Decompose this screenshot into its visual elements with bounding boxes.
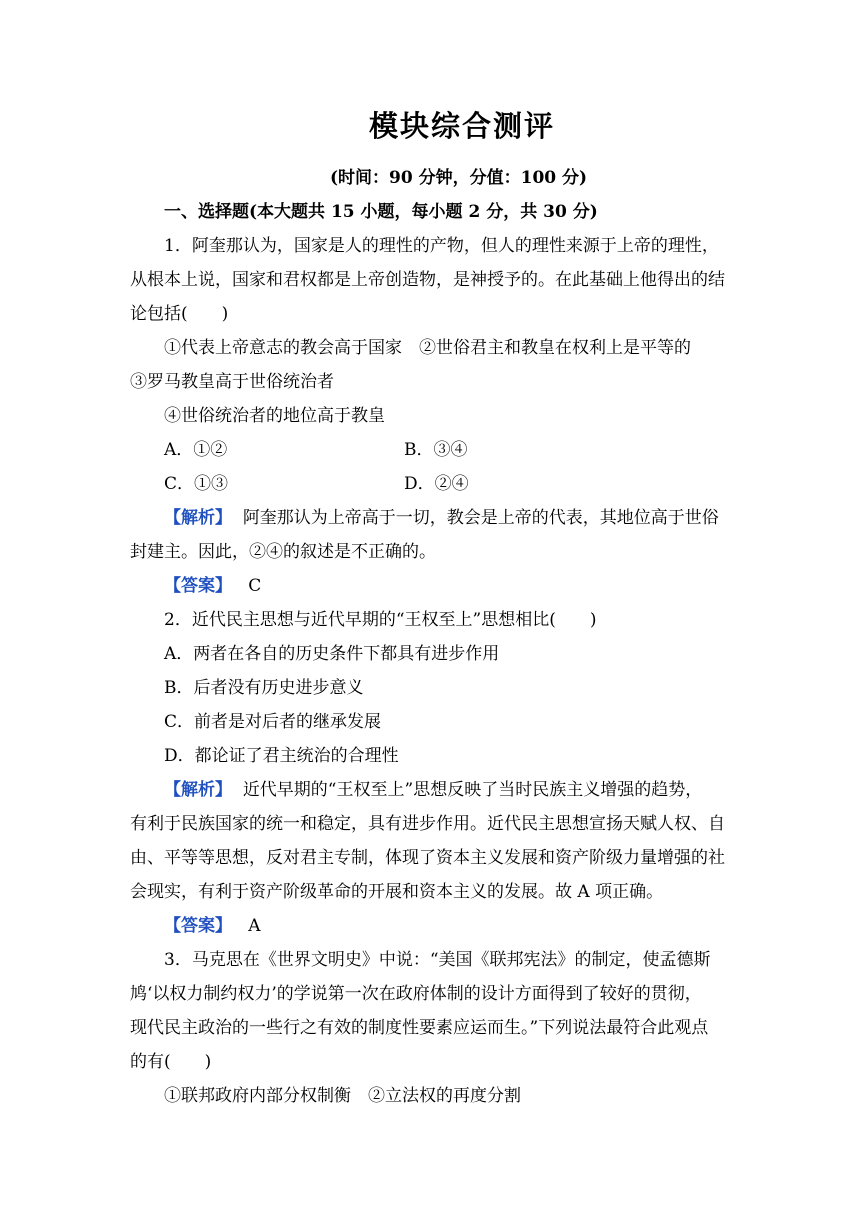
q1-answer: 【答案】 C [164,576,262,596]
q2-option-d: D．都论证了君主统治的合理性 [164,746,399,766]
q1-statement-3: ③罗马教皇高于世俗统治者 [130,372,334,392]
q3-stem-line-4: 的有( ) [130,1052,212,1072]
q2-option-c: C．前者是对后者的继承发展 [164,712,382,732]
q3-stem-line-1: 3．马克思在《世界文明史》中说：“美国《联邦宪法》的制定，使孟德斯 [164,950,711,970]
q1-stem-line-3: 论包括( ) [130,304,229,324]
q2-option-a: A．两者在各自的历史条件下都具有进步作用 [164,644,500,664]
q1-option-d: D．②④ [404,474,469,494]
q1-stem-line-1: 1．阿奎那认为，国家是人的理性的产物，但人的理性来源于上帝的理性， [164,236,719,256]
q1-analysis-line-1: 【解析】 阿奎那认为上帝高于一切，教会是上帝的代表，其地位高于世俗 [164,508,719,528]
q2-analysis-line-4: 会现实，有利于资产阶级革命的开展和资本主义的发展。故 A 项正确。 [130,882,664,902]
q2-stem: 2．近代民主思想与近代早期的“王权至上”思想相比( ) [164,610,597,630]
q2-analysis-line-1: 【解析】 近代早期的“王权至上”思想反映了当时民族主义增强的趋势， [164,780,703,800]
q1-statement-1-2: ①代表上帝意志的教会高于国家 ②世俗君主和教皇在权利上是平等的 [164,338,691,358]
q1-statement-4: ④世俗统治者的地位高于教皇 [164,406,385,426]
q3-stem-line-2: 鸠‘以权力制约权力’的学说第一次在政府体制的设计方面得到了较好的贯彻， [130,984,702,1004]
answer-tag: 【答案】 [164,916,232,936]
q1-analysis-line-2: 封建主。因此，②④的叙述是不正确的。 [130,542,436,562]
exam-meta: (时间：90 分钟，分值：100 分) [330,168,588,188]
q1-option-c: C．①③ [164,474,229,494]
q2-analysis-line-2: 有利于民族国家的统一和稳定，具有进步作用。近代民主思想宣扬天赋人权、自 [130,814,725,834]
analysis-tag: 【解析】 [164,508,232,528]
page-title: 模块综合测评 [368,109,555,143]
q2-answer: 【答案】 A [164,916,261,936]
q1-option-a: A．①② [164,440,228,460]
answer-tag: 【答案】 [164,576,232,596]
q1-stem-line-2: 从根本上说，国家和君权都是上帝创造物，是神授予的。在此基础上他得出的结 [130,270,725,290]
q3-statements: ①联邦政府内部分权制衡 ②立法权的再度分割 [164,1086,521,1106]
section-heading: 一、选择题(本大题共 15 小题，每小题 2 分，共 30 分) [164,202,598,222]
q3-stem-line-3: 现代民主政治的一些行之有效的制度性要素应运而生。”下列说法最符合此观点 [130,1018,709,1038]
q1-option-b: B．③④ [404,440,468,460]
q2-option-b: B．后者没有历史进步意义 [164,678,364,698]
analysis-tag: 【解析】 [164,780,232,800]
q2-analysis-line-3: 由、平等等思想，反对君主专制，体现了资本主义发展和资产阶级力量增强的社 [130,848,725,868]
